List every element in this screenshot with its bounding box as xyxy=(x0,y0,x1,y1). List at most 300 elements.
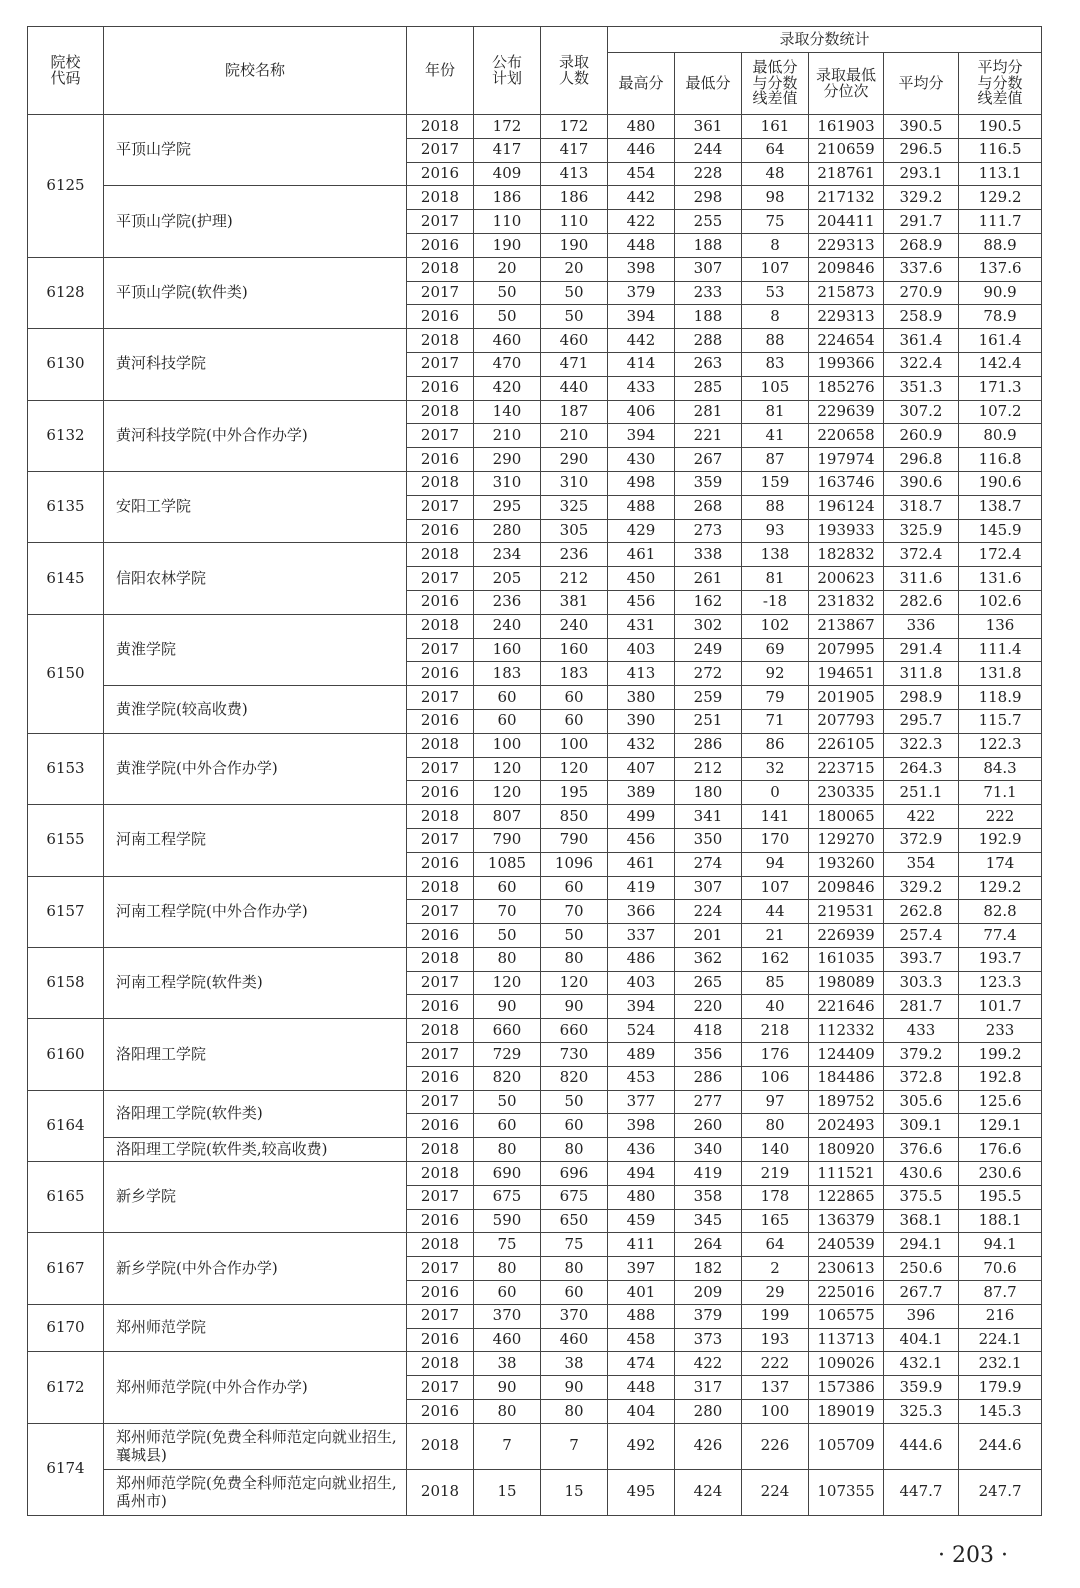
cell-min-diff: 165 xyxy=(742,1209,809,1233)
cell-min-diff: 102 xyxy=(742,614,809,638)
cell-plan: 172 xyxy=(474,115,541,139)
cell-max-score: 495 xyxy=(608,1469,675,1515)
cell-admitted: 820 xyxy=(541,1066,608,1090)
cell-avg-diff: 87.7 xyxy=(959,1281,1042,1305)
cell-min-score: 272 xyxy=(675,662,742,686)
cell-max-score: 401 xyxy=(608,1281,675,1305)
cell-min-rank: 106575 xyxy=(809,1304,884,1328)
cell-admitted: 80 xyxy=(541,1400,608,1424)
cell-min-diff: 98 xyxy=(742,186,809,210)
cell-year: 2016 xyxy=(407,590,474,614)
cell-max-score: 337 xyxy=(608,924,675,948)
cell-plan: 417 xyxy=(474,138,541,162)
cell-min-score: 358 xyxy=(675,1185,742,1209)
program-name: 黄淮学院(较高收费) xyxy=(104,686,407,734)
cell-min-score: 260 xyxy=(675,1114,742,1138)
cell-min-rank: 201905 xyxy=(809,686,884,710)
cell-avg-diff: 102.6 xyxy=(959,590,1042,614)
cell-max-score: 429 xyxy=(608,519,675,543)
cell-min-diff: 178 xyxy=(742,1185,809,1209)
cell-avg-diff: 101.7 xyxy=(959,995,1042,1019)
cell-min-rank: 221646 xyxy=(809,995,884,1019)
cell-max-score: 414 xyxy=(608,352,675,376)
cell-min-score: 356 xyxy=(675,1043,742,1067)
cell-admitted: 90 xyxy=(541,1376,608,1400)
cell-avg-score: 325.3 xyxy=(884,1400,959,1424)
table-row xyxy=(28,947,1042,971)
cell-avg-score: 372.9 xyxy=(884,828,959,852)
cell-admitted: 660 xyxy=(541,1019,608,1043)
cell-plan: 295 xyxy=(474,495,541,519)
cell-plan: 50 xyxy=(474,1090,541,1114)
cell-min-score: 212 xyxy=(675,757,742,781)
cell-min-rank: 111521 xyxy=(809,1162,884,1186)
program-name: 黄河科技学院 xyxy=(104,329,407,400)
cell-avg-score: 318.7 xyxy=(884,495,959,519)
cell-min-score: 220 xyxy=(675,995,742,1019)
cell-avg-diff: 179.9 xyxy=(959,1376,1042,1400)
cell-admitted: 120 xyxy=(541,971,608,995)
cell-max-score: 432 xyxy=(608,733,675,757)
cell-avg-diff: 82.8 xyxy=(959,900,1042,924)
cell-min-rank: 229313 xyxy=(809,233,884,257)
cell-avg-diff: 244.6 xyxy=(959,1423,1042,1469)
cell-min-rank: 229313 xyxy=(809,305,884,329)
cell-admitted: 38 xyxy=(541,1352,608,1376)
cell-plan: 186 xyxy=(474,186,541,210)
cell-plan: 60 xyxy=(474,876,541,900)
cell-min-rank: 219531 xyxy=(809,900,884,924)
cell-min-diff: 97 xyxy=(742,1090,809,1114)
cell-plan: 75 xyxy=(474,1233,541,1257)
cell-max-score: 448 xyxy=(608,233,675,257)
cell-avg-diff: 70.6 xyxy=(959,1257,1042,1281)
cell-min-rank: 230613 xyxy=(809,1257,884,1281)
cell-min-score: 259 xyxy=(675,686,742,710)
cell-avg-score: 361.4 xyxy=(884,329,959,353)
cell-min-diff: 106 xyxy=(742,1066,809,1090)
cell-plan: 820 xyxy=(474,1066,541,1090)
cell-max-score: 394 xyxy=(608,995,675,1019)
cell-avg-score: 294.1 xyxy=(884,1233,959,1257)
cell-year: 2016 xyxy=(407,781,474,805)
cell-min-diff: 137 xyxy=(742,1376,809,1400)
cell-plan: 15 xyxy=(474,1469,541,1515)
cell-year: 2018 xyxy=(407,471,474,495)
cell-max-score: 498 xyxy=(608,471,675,495)
cell-max-score: 390 xyxy=(608,709,675,733)
cell-max-score: 458 xyxy=(608,1328,675,1352)
cell-avg-diff: 111.7 xyxy=(959,210,1042,234)
table-row xyxy=(28,1352,1042,1376)
cell-year: 2016 xyxy=(407,233,474,257)
cell-max-score: 403 xyxy=(608,638,675,662)
cell-admitted: 50 xyxy=(541,281,608,305)
cell-max-score: 398 xyxy=(608,257,675,281)
cell-min-score: 201 xyxy=(675,924,742,948)
cell-admitted: 290 xyxy=(541,448,608,472)
cell-admitted: 80 xyxy=(541,1138,608,1162)
cell-year: 2017 xyxy=(407,1304,474,1328)
table-row xyxy=(28,614,1042,638)
cell-year: 2018 xyxy=(407,1138,474,1162)
cell-min-rank: 209846 xyxy=(809,257,884,281)
table-row xyxy=(28,186,1042,210)
cell-plan: 409 xyxy=(474,162,541,186)
cell-admitted: 183 xyxy=(541,662,608,686)
cell-min-score: 162 xyxy=(675,590,742,614)
cell-avg-score: 447.7 xyxy=(884,1469,959,1515)
cell-min-diff: 93 xyxy=(742,519,809,543)
cell-max-score: 450 xyxy=(608,567,675,591)
cell-min-rank: 199366 xyxy=(809,352,884,376)
cell-admitted: 80 xyxy=(541,947,608,971)
cell-min-diff: 219 xyxy=(742,1162,809,1186)
cell-plan: 140 xyxy=(474,400,541,424)
cell-max-score: 486 xyxy=(608,947,675,971)
cell-min-diff: 199 xyxy=(742,1304,809,1328)
cell-min-score: 224 xyxy=(675,900,742,924)
header-min-diff: 最低分 与分数 线差值 xyxy=(742,53,809,115)
cell-avg-score: 257.4 xyxy=(884,924,959,948)
table-body xyxy=(28,115,1042,1516)
cell-avg-score: 351.3 xyxy=(884,376,959,400)
cell-min-diff: 105 xyxy=(742,376,809,400)
cell-min-diff: -18 xyxy=(742,590,809,614)
cell-min-diff: 69 xyxy=(742,638,809,662)
cell-max-score: 430 xyxy=(608,448,675,472)
program-name: 平顶山学院(护理) xyxy=(104,186,407,257)
cell-avg-score: 432.1 xyxy=(884,1352,959,1376)
cell-min-rank: 217132 xyxy=(809,186,884,210)
cell-max-score: 453 xyxy=(608,1066,675,1090)
cell-max-score: 456 xyxy=(608,828,675,852)
cell-year: 2018 xyxy=(407,1423,474,1469)
cell-year: 2018 xyxy=(407,876,474,900)
cell-avg-score: 322.3 xyxy=(884,733,959,757)
cell-avg-diff: 222 xyxy=(959,805,1042,829)
cell-max-score: 480 xyxy=(608,115,675,139)
table-row xyxy=(28,257,1042,281)
cell-year: 2016 xyxy=(407,924,474,948)
cell-min-diff: 107 xyxy=(742,257,809,281)
cell-max-score: 488 xyxy=(608,495,675,519)
cell-min-rank: 215873 xyxy=(809,281,884,305)
cell-avg-score: 311.8 xyxy=(884,662,959,686)
cell-min-diff: 140 xyxy=(742,1138,809,1162)
cell-year: 2016 xyxy=(407,662,474,686)
cell-avg-diff: 78.9 xyxy=(959,305,1042,329)
table-row xyxy=(28,1138,1042,1162)
school-code: 6125 xyxy=(28,115,104,258)
cell-max-score: 419 xyxy=(608,876,675,900)
program-name: 黄河科技学院(中外合作办学) xyxy=(104,400,407,471)
cell-min-rank: 189752 xyxy=(809,1090,884,1114)
cell-plan: 90 xyxy=(474,1376,541,1400)
cell-avg-score: 359.9 xyxy=(884,1376,959,1400)
cell-admitted: 60 xyxy=(541,709,608,733)
school-code: 6155 xyxy=(28,805,104,876)
cell-avg-diff: 107.2 xyxy=(959,400,1042,424)
cell-max-score: 442 xyxy=(608,186,675,210)
school-code: 6170 xyxy=(28,1304,104,1352)
cell-year: 2018 xyxy=(407,1162,474,1186)
cell-min-rank: 157386 xyxy=(809,1376,884,1400)
cell-year: 2018 xyxy=(407,614,474,638)
cell-min-score: 188 xyxy=(675,305,742,329)
cell-plan: 80 xyxy=(474,947,541,971)
cell-max-score: 366 xyxy=(608,900,675,924)
school-code: 6164 xyxy=(28,1090,104,1161)
page-number: · 203 · xyxy=(938,1543,1008,1568)
cell-max-score: 492 xyxy=(608,1423,675,1469)
cell-year: 2018 xyxy=(407,543,474,567)
cell-year: 2016 xyxy=(407,1114,474,1138)
program-name: 信阳农林学院 xyxy=(104,543,407,614)
cell-plan: 183 xyxy=(474,662,541,686)
cell-year: 2016 xyxy=(407,995,474,1019)
cell-min-diff: 71 xyxy=(742,709,809,733)
cell-min-rank: 230335 xyxy=(809,781,884,805)
cell-plan: 1085 xyxy=(474,852,541,876)
cell-avg-score: 404.1 xyxy=(884,1328,959,1352)
table-row xyxy=(28,876,1042,900)
cell-min-score: 251 xyxy=(675,709,742,733)
program-name: 郑州师范学院(中外合作办学) xyxy=(104,1352,407,1423)
cell-admitted: 325 xyxy=(541,495,608,519)
cell-avg-diff: 129.1 xyxy=(959,1114,1042,1138)
cell-min-rank: 196124 xyxy=(809,495,884,519)
cell-avg-score: 337.6 xyxy=(884,257,959,281)
cell-min-diff: 170 xyxy=(742,828,809,852)
cell-plan: 660 xyxy=(474,1019,541,1043)
cell-min-score: 350 xyxy=(675,828,742,852)
cell-plan: 460 xyxy=(474,329,541,353)
cell-admitted: 675 xyxy=(541,1185,608,1209)
cell-avg-score: 307.2 xyxy=(884,400,959,424)
cell-year: 2018 xyxy=(407,1233,474,1257)
cell-max-score: 397 xyxy=(608,1257,675,1281)
cell-year: 2016 xyxy=(407,162,474,186)
cell-min-score: 345 xyxy=(675,1209,742,1233)
cell-min-rank: 161903 xyxy=(809,115,884,139)
cell-avg-score: 296.8 xyxy=(884,448,959,472)
program-name: 郑州师范学院(免费全科师范定向就业招生,襄城县) xyxy=(104,1423,407,1469)
cell-min-rank: 226939 xyxy=(809,924,884,948)
cell-year: 2018 xyxy=(407,1019,474,1043)
cell-avg-score: 336 xyxy=(884,614,959,638)
cell-year: 2016 xyxy=(407,1328,474,1352)
cell-min-diff: 88 xyxy=(742,495,809,519)
cell-min-score: 359 xyxy=(675,471,742,495)
cell-min-diff: 8 xyxy=(742,233,809,257)
cell-year: 2016 xyxy=(407,519,474,543)
cell-plan: 210 xyxy=(474,424,541,448)
cell-min-score: 307 xyxy=(675,257,742,281)
cell-min-rank: 194651 xyxy=(809,662,884,686)
cell-admitted: 696 xyxy=(541,1162,608,1186)
cell-max-score: 494 xyxy=(608,1162,675,1186)
cell-min-score: 265 xyxy=(675,971,742,995)
cell-max-score: 407 xyxy=(608,757,675,781)
cell-year: 2016 xyxy=(407,852,474,876)
cell-max-score: 446 xyxy=(608,138,675,162)
school-code: 6145 xyxy=(28,543,104,614)
header-name: 院校名称 xyxy=(104,27,407,115)
cell-avg-diff: 192.8 xyxy=(959,1066,1042,1090)
cell-avg-diff: 145.3 xyxy=(959,1400,1042,1424)
school-code: 6165 xyxy=(28,1162,104,1233)
cell-min-diff: 80 xyxy=(742,1114,809,1138)
cell-plan: 50 xyxy=(474,305,541,329)
cell-min-rank: 112332 xyxy=(809,1019,884,1043)
cell-min-rank: 122865 xyxy=(809,1185,884,1209)
header-score-group: 录取分数统计 xyxy=(608,27,1042,53)
school-code: 6128 xyxy=(28,257,104,328)
school-code: 6132 xyxy=(28,400,104,471)
cell-min-diff: 64 xyxy=(742,138,809,162)
school-code: 6130 xyxy=(28,329,104,400)
cell-avg-score: 368.1 xyxy=(884,1209,959,1233)
cell-min-rank: 204411 xyxy=(809,210,884,234)
cell-year: 2017 xyxy=(407,638,474,662)
cell-avg-score: 295.7 xyxy=(884,709,959,733)
cell-min-rank: 180920 xyxy=(809,1138,884,1162)
cell-min-score: 298 xyxy=(675,186,742,210)
cell-min-diff: 75 xyxy=(742,210,809,234)
cell-year: 2018 xyxy=(407,400,474,424)
cell-min-diff: 8 xyxy=(742,305,809,329)
cell-avg-score: 264.3 xyxy=(884,757,959,781)
cell-min-diff: 44 xyxy=(742,900,809,924)
cell-min-score: 338 xyxy=(675,543,742,567)
cell-avg-diff: 94.1 xyxy=(959,1233,1042,1257)
cell-admitted: 120 xyxy=(541,757,608,781)
cell-min-diff: 53 xyxy=(742,281,809,305)
cell-max-score: 379 xyxy=(608,281,675,305)
cell-min-rank: 182832 xyxy=(809,543,884,567)
cell-avg-diff: 145.9 xyxy=(959,519,1042,543)
cell-min-score: 307 xyxy=(675,876,742,900)
cell-max-score: 480 xyxy=(608,1185,675,1209)
cell-min-diff: 2 xyxy=(742,1257,809,1281)
cell-max-score: 474 xyxy=(608,1352,675,1376)
program-name: 洛阳理工学院(软件类) xyxy=(104,1090,407,1138)
cell-avg-diff: 136 xyxy=(959,614,1042,638)
header-rank: 录取最低 分位次 xyxy=(809,53,884,115)
cell-avg-score: 329.2 xyxy=(884,876,959,900)
cell-min-diff: 48 xyxy=(742,162,809,186)
header-max: 最高分 xyxy=(608,53,675,115)
table-row xyxy=(28,1469,1042,1515)
cell-min-diff: 107 xyxy=(742,876,809,900)
cell-min-score: 209 xyxy=(675,1281,742,1305)
cell-max-score: 403 xyxy=(608,971,675,995)
cell-year: 2017 xyxy=(407,1257,474,1281)
cell-min-diff: 141 xyxy=(742,805,809,829)
cell-avg-score: 291.7 xyxy=(884,210,959,234)
cell-avg-diff: 176.6 xyxy=(959,1138,1042,1162)
cell-min-diff: 224 xyxy=(742,1469,809,1515)
cell-max-score: 433 xyxy=(608,376,675,400)
cell-avg-diff: 84.3 xyxy=(959,757,1042,781)
cell-plan: 80 xyxy=(474,1257,541,1281)
cell-year: 2017 xyxy=(407,686,474,710)
table-row xyxy=(28,329,1042,353)
cell-admitted: 80 xyxy=(541,1257,608,1281)
cell-admitted: 15 xyxy=(541,1469,608,1515)
admission-scores-table xyxy=(27,26,1042,1516)
cell-year: 2017 xyxy=(407,828,474,852)
cell-min-diff: 87 xyxy=(742,448,809,472)
cell-min-score: 373 xyxy=(675,1328,742,1352)
cell-min-diff: 64 xyxy=(742,1233,809,1257)
cell-avg-score: 282.6 xyxy=(884,590,959,614)
cell-avg-score: 281.7 xyxy=(884,995,959,1019)
cell-plan: 370 xyxy=(474,1304,541,1328)
cell-min-score: 273 xyxy=(675,519,742,543)
cell-avg-diff: 195.5 xyxy=(959,1185,1042,1209)
cell-plan: 236 xyxy=(474,590,541,614)
cell-min-rank: 129270 xyxy=(809,828,884,852)
cell-admitted: 100 xyxy=(541,733,608,757)
school-code: 6157 xyxy=(28,876,104,947)
cell-min-score: 264 xyxy=(675,1233,742,1257)
cell-min-score: 180 xyxy=(675,781,742,805)
cell-min-rank: 224654 xyxy=(809,329,884,353)
cell-plan: 50 xyxy=(474,281,541,305)
cell-plan: 7 xyxy=(474,1423,541,1469)
cell-min-diff: 85 xyxy=(742,971,809,995)
cell-min-diff: 32 xyxy=(742,757,809,781)
cell-avg-diff: 129.2 xyxy=(959,186,1042,210)
cell-plan: 234 xyxy=(474,543,541,567)
cell-min-rank: 210659 xyxy=(809,138,884,162)
cell-min-score: 221 xyxy=(675,424,742,448)
cell-min-rank: 218761 xyxy=(809,162,884,186)
cell-plan: 590 xyxy=(474,1209,541,1233)
cell-min-score: 302 xyxy=(675,614,742,638)
cell-avg-score: 430.6 xyxy=(884,1162,959,1186)
table-row xyxy=(28,543,1042,567)
cell-min-diff: 86 xyxy=(742,733,809,757)
cell-avg-diff: 224.1 xyxy=(959,1328,1042,1352)
cell-min-diff: 176 xyxy=(742,1043,809,1067)
cell-year: 2017 xyxy=(407,1043,474,1067)
cell-year: 2018 xyxy=(407,257,474,281)
cell-avg-score: 311.6 xyxy=(884,567,959,591)
cell-avg-diff: 116.5 xyxy=(959,138,1042,162)
cell-min-rank: 136379 xyxy=(809,1209,884,1233)
school-code: 6158 xyxy=(28,947,104,1018)
cell-min-diff: 138 xyxy=(742,543,809,567)
cell-admitted: 70 xyxy=(541,900,608,924)
cell-year: 2017 xyxy=(407,495,474,519)
cell-avg-score: 303.3 xyxy=(884,971,959,995)
cell-admitted: 650 xyxy=(541,1209,608,1233)
cell-admitted: 60 xyxy=(541,876,608,900)
cell-year: 2017 xyxy=(407,567,474,591)
cell-year: 2017 xyxy=(407,900,474,924)
cell-avg-score: 372.8 xyxy=(884,1066,959,1090)
cell-min-score: 426 xyxy=(675,1423,742,1469)
cell-admitted: 50 xyxy=(541,1090,608,1114)
cell-max-score: 413 xyxy=(608,662,675,686)
cell-year: 2016 xyxy=(407,1066,474,1090)
cell-min-diff: 159 xyxy=(742,471,809,495)
cell-year: 2016 xyxy=(407,1209,474,1233)
header-code: 院校 代码 xyxy=(28,27,104,115)
